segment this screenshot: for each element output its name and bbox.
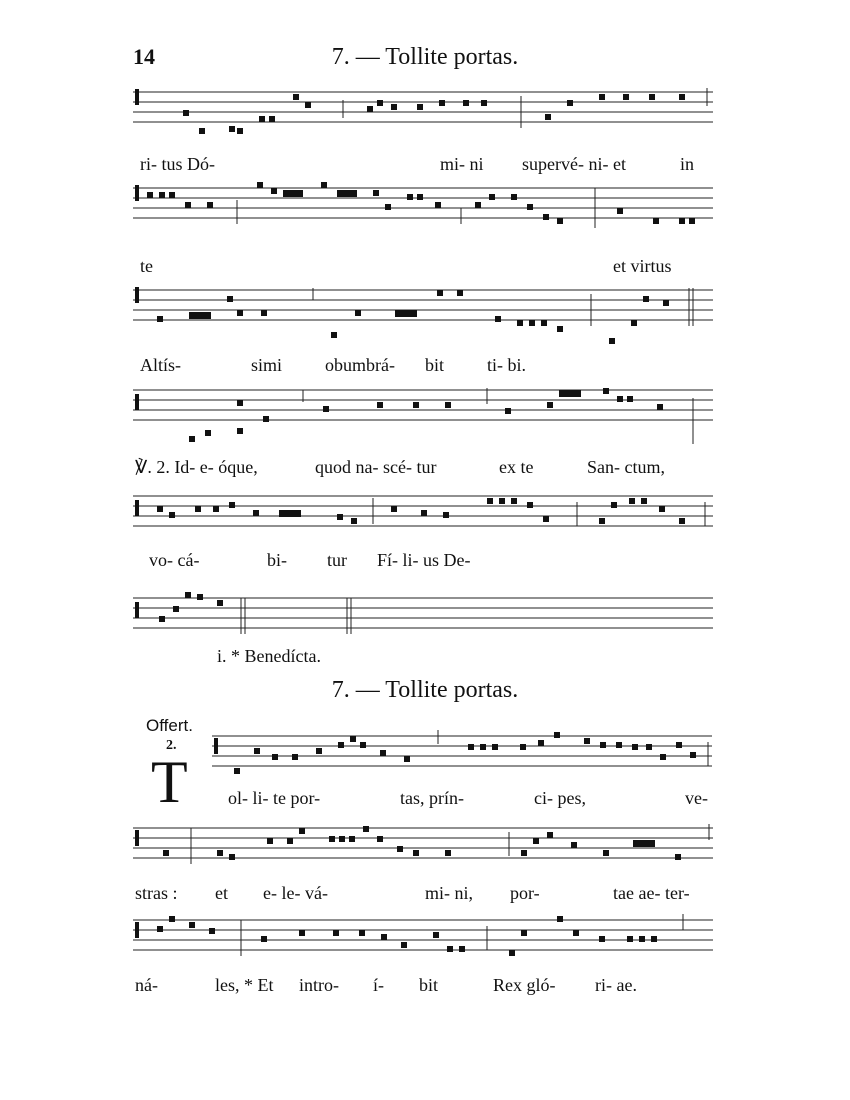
lyric-syllable: ti- bi. — [487, 355, 526, 375]
lyric-syllable: in — [680, 154, 695, 174]
chant-staff-5 — [133, 488, 713, 532]
lyric-line-1 — [135, 154, 715, 180]
lyric-syllable: quod na- scé- tur — [315, 457, 437, 477]
lyric-syllable: í- — [373, 975, 384, 995]
lyric-syllable: les, * Et — [215, 975, 274, 995]
lyric-syllable: tur — [327, 550, 347, 570]
page-number: 14 — [133, 44, 155, 69]
lyric-line-8 — [135, 883, 715, 909]
lyric-syllable: mi- ni, — [425, 883, 473, 903]
lyric-syllable: ci- pes, — [534, 788, 586, 808]
lyric-syllable: por- — [510, 883, 540, 903]
lyric-syllable: obumbrá- — [325, 355, 395, 375]
lyric-line-3 — [135, 355, 715, 381]
running-header-title: 7. — Tollite portas. — [331, 44, 519, 70]
mode-number: 2. — [166, 738, 177, 753]
chant-staff-7 — [212, 728, 712, 772]
lyric-syllable: et — [215, 883, 228, 903]
lyric-syllable: tae ae- ter- — [613, 883, 690, 903]
lyric-syllable: mi- ni — [440, 154, 484, 174]
chant-staff-4 — [133, 382, 713, 426]
lyric-syllable: bit — [425, 355, 445, 375]
lyric-syllable: tas, prín- — [400, 788, 464, 808]
lyric-syllable: ex te — [499, 457, 534, 477]
lyric-syllable: supervé- ni- et — [522, 154, 626, 174]
lyric-syllable: ol- li- te por- — [228, 788, 321, 808]
chant-staff-8 — [133, 820, 713, 864]
lyric-syllable: Rex gló- — [493, 975, 556, 995]
lyric-syllable: bi- — [267, 550, 287, 570]
chant-staff-3 — [133, 282, 713, 326]
lyric-syllable: ná- — [135, 975, 158, 995]
lyric-syllable: e- le- vá- — [263, 883, 328, 903]
lyric-syllable: ve- — [685, 788, 708, 808]
lyric-line-2 — [135, 256, 715, 282]
lyric-syllable: i. * Benedícta. — [217, 646, 321, 666]
lyric-syllable: ℣. 2. Id- e- óque, — [135, 457, 258, 477]
chant-staff-2 — [133, 180, 713, 224]
lyric-line-4 — [135, 457, 715, 483]
lyric-syllable: Altís- — [140, 355, 182, 375]
lyric-line-5 — [135, 550, 715, 576]
chant-staff-1 — [133, 84, 713, 128]
drop-cap-initial: T — [151, 749, 188, 815]
lyric-syllable: Fí- li- us De- — [377, 550, 471, 570]
section-title: 7. — Tollite portas. — [331, 677, 519, 703]
offertory-label: Offert. — [146, 716, 193, 735]
chant-staff-6 — [133, 590, 713, 634]
lyric-syllable: stras : — [135, 883, 178, 903]
lyric-syllable: San- ctum, — [587, 457, 665, 477]
lyric-syllable: ri- tus Dó- — [140, 154, 215, 174]
lyric-syllable: intro- — [299, 975, 339, 995]
lyric-syllable: simi — [251, 355, 283, 375]
chant-staff-9 — [133, 912, 713, 956]
lyric-syllable: te — [140, 256, 153, 276]
lyric-line-9 — [135, 975, 715, 1001]
lyric-syllable: vo- cá- — [149, 550, 200, 570]
lyric-line-7 — [135, 788, 715, 814]
lyric-syllable: ri- ae. — [595, 975, 637, 995]
lyric-syllable: bit — [419, 975, 439, 995]
lyric-line-6 — [135, 646, 715, 672]
lyric-syllable: et virtus — [613, 256, 672, 276]
